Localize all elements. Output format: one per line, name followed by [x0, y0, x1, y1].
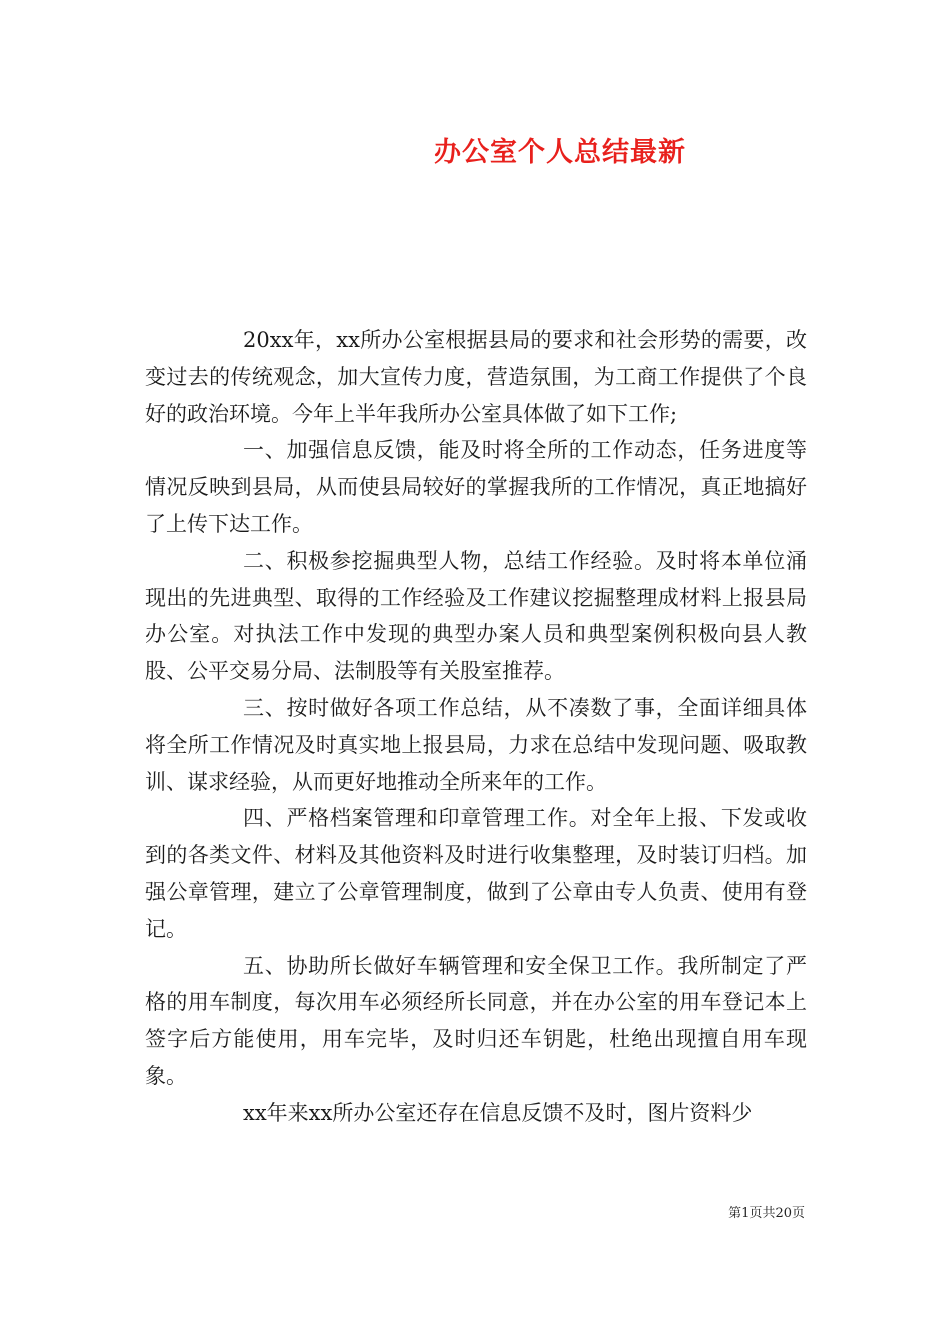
document-title: 办公室个人总结最新: [434, 137, 686, 168]
paragraph-item-4: 四、严格档案管理和印章管理工作。对全年上报、下发或收到的各类文件、材料及其他资料及时进行收集整理，及时装订归档。加强公章管理，建立了公章管理制度，做到了公章由专人负责、使用有登记。: [145, 806, 807, 941]
page-number: 第1页共20页: [728, 1206, 805, 1221]
paragraph-item-2: 二、积极参挖掘典型人物，总结工作经验。及时将本单位涌现出的先进典型、取得的工作经验及工作建议挖掘整理成材料上报县局办公室。对执法工作中发现的典型办案人员和典型案例积极向县人教股、公平交易分局、法制股等有关股室推荐。: [145, 548, 807, 684]
paragraph-closing: xx年来xx所办公室还存在信息反馈不及时，图片资料少: [243, 1100, 753, 1125]
paragraph-item-3: 三、按时做好各项工作总结，从不凑数了事，全面详细具体将全所工作情况及时真实地上报县局，力求在总结中发现问题、吸取教训、谋求经验，从而更好地推动全所来年的工作。: [145, 695, 807, 794]
document-body: [145, 322, 807, 1132]
paragraph-item-1: 一、加强信息反馈，能及时将全所的工作动态，任务进度等情况反映到县局，从而使县局较好的掌握我所的工作情况，真正地搞好了上传下达工作。: [145, 438, 807, 536]
paragraph-intro: 20xx年，xx所办公室根据县局的要求和社会形势的需要，改变过去的传统观念，加大宣传力度，营造氛围，为工商工作提供了个良好的政治环境。今年上半年我所办公室具体做了如下工作;: [145, 328, 807, 426]
paragraph-item-5: 五、协助所长做好车辆管理和安全保卫工作。我所制定了严格的用车制度，每次用车必须经所长同意，并在办公室的用车登记本上签字后方能使用，用车完毕，及时归还车钥匙，杜绝出现擅自用车现象。: [145, 953, 807, 1088]
